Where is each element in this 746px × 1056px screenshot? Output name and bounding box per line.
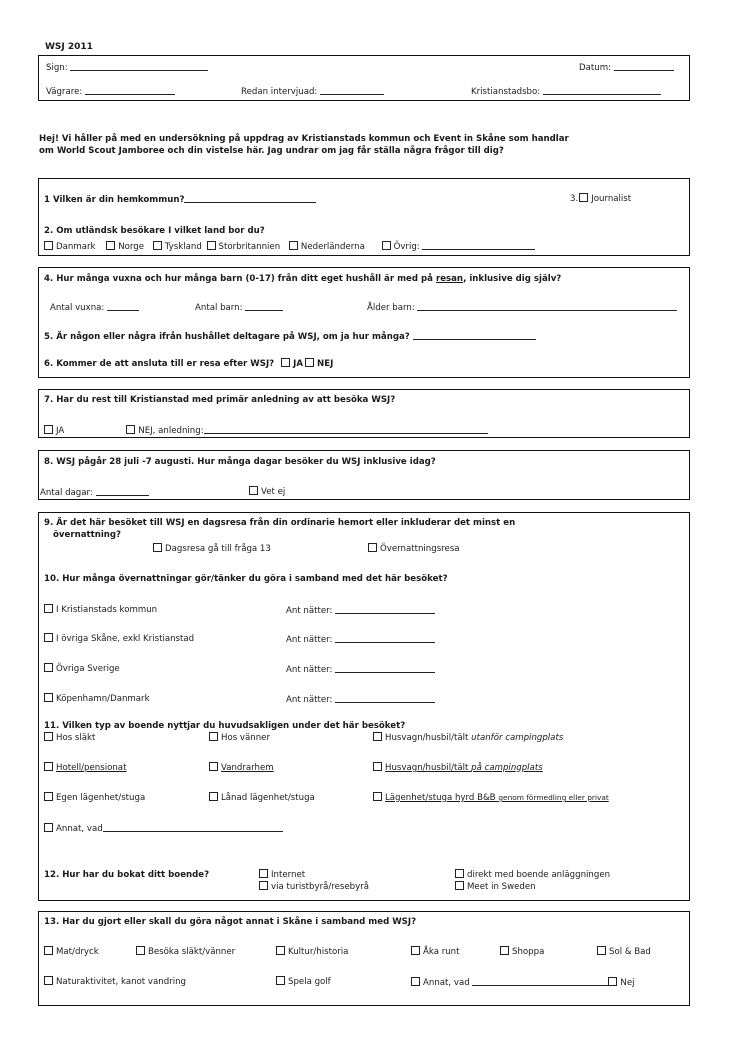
redan-intervjuad-field[interactable]: Redan intervjuad:: [241, 85, 384, 97]
checkbox[interactable]: [608, 977, 617, 986]
q9-question-line2: övernattning?: [53, 530, 122, 540]
checkbox[interactable]: [259, 881, 268, 890]
q12-direkt[interactable]: direkt med boende anläggningen: [455, 869, 610, 880]
q10-row-kristianstad[interactable]: I Kristianstads kommun: [44, 604, 157, 615]
q11-question: 11. Vilken typ av boende nyttjar du huvudsakligen under det här besöket?: [44, 721, 406, 731]
checkbox[interactable]: [289, 241, 298, 250]
checkbox[interactable]: [579, 193, 588, 202]
checkbox[interactable]: [44, 693, 53, 702]
q12-turistbyra[interactable]: via turistbyrå/resebyrå: [259, 881, 369, 892]
checkbox[interactable]: [44, 762, 53, 771]
q6-question[interactable]: 6. Kommer de att ansluta till er resa efter WSJ? JA NEJ: [44, 359, 334, 369]
sign-field[interactable]: Sign:: [46, 61, 208, 73]
q11-annat[interactable]: Annat, vad: [44, 822, 283, 834]
checkbox[interactable]: [207, 241, 216, 250]
q9-overnattningsresa[interactable]: Övernattningsresa: [368, 543, 460, 554]
q1-question[interactable]: 1 Vilken är din hemkommun?: [44, 193, 316, 205]
checkbox[interactable]: [411, 977, 420, 986]
q11-lanad[interactable]: Lånad lägenhet/stuga: [209, 792, 315, 803]
q13-natur[interactable]: Naturaktivitet, kanot vandring: [44, 976, 186, 987]
q13-sol-bad[interactable]: Sol & Bad: [597, 946, 651, 957]
nights-field[interactable]: Ant nätter:: [286, 693, 435, 705]
checkbox[interactable]: [44, 732, 53, 741]
kristianstadsbo-field[interactable]: Kristianstadsbo:: [471, 85, 661, 97]
form-title: WSJ 2011: [45, 42, 93, 52]
q8-vet-ej[interactable]: Vet ej: [249, 486, 285, 497]
q11-husvagn-utanfor[interactable]: Husvagn/husbil/tält utanför campingplats: [373, 732, 563, 743]
q13-annat[interactable]: Annat, vad Nej: [411, 976, 635, 988]
checkbox[interactable]: [500, 946, 509, 955]
checkbox[interactable]: [455, 881, 464, 890]
q3-journalist[interactable]: 3. Journalist: [570, 194, 632, 204]
q12-question: 12. Hur har du bokat ditt boende?: [44, 870, 210, 880]
q9-question-line1: 9. Är det här besöket till WSJ en dagsresa från din ordinarie hemort eller inkluderar det minst en: [44, 518, 516, 528]
vagrare-field[interactable]: Vägrare:: [46, 85, 175, 97]
nights-field[interactable]: Ant nätter:: [286, 633, 435, 645]
checkbox[interactable]: [153, 241, 162, 250]
section-q9-q12: [38, 512, 690, 901]
antal-barn-field[interactable]: Antal barn:: [195, 301, 283, 313]
checkbox[interactable]: [305, 358, 314, 367]
q12-internet[interactable]: Internet: [259, 869, 305, 880]
q7-question: 7. Har du rest till Kristianstad med primär anledning av att besöka WSJ?: [44, 395, 396, 405]
checkbox[interactable]: [276, 976, 285, 985]
checkbox[interactable]: [373, 762, 382, 771]
q7-options[interactable]: JA NEJ, anledning:: [44, 424, 488, 436]
checkbox[interactable]: [44, 604, 53, 613]
q5-question[interactable]: 5. Är någon eller några ifrån hushållet deltagare på WSJ, om ja hur många?: [44, 330, 536, 342]
checkbox[interactable]: [44, 823, 53, 832]
checkbox[interactable]: [44, 241, 53, 250]
q11-hos-slakt[interactable]: Hos släkt: [44, 732, 95, 743]
checkbox[interactable]: [44, 425, 53, 434]
q8-question: 8. WSJ pågår 28 juli -7 augusti. Hur många dagar besöker du WSJ inklusive idag?: [44, 457, 436, 467]
q13-golf[interactable]: Spela golf: [276, 976, 331, 987]
nights-field[interactable]: Ant nätter:: [286, 604, 435, 616]
checkbox[interactable]: [249, 486, 258, 495]
checkbox[interactable]: [368, 543, 377, 552]
q13-kultur[interactable]: Kultur/historia: [276, 946, 348, 957]
q2-options[interactable]: Danmark Norge Tyskland Storbritannien Nederländerna Övrig:: [44, 240, 535, 252]
antal-dagar-field[interactable]: Antal dagar:: [40, 486, 149, 498]
checkbox[interactable]: [44, 946, 53, 955]
q13-aka-runt[interactable]: Åka runt: [411, 946, 460, 957]
checkbox[interactable]: [136, 946, 145, 955]
q11-hos-vanner[interactable]: Hos vänner: [209, 732, 270, 743]
q11-hyrd[interactable]: Lägenhet/stuga hyrd B&B genom förmedling eller privat: [373, 792, 609, 803]
checkbox[interactable]: [44, 663, 53, 672]
checkbox[interactable]: [281, 358, 290, 367]
checkbox[interactable]: [373, 732, 382, 741]
checkbox[interactable]: [382, 241, 391, 250]
checkbox[interactable]: [106, 241, 115, 250]
nights-field[interactable]: Ant nätter:: [286, 663, 435, 675]
checkbox[interactable]: [373, 792, 382, 801]
checkbox[interactable]: [126, 425, 135, 434]
q11-husvagn-camping[interactable]: Husvagn/husbil/tält på campingplats: [373, 762, 543, 773]
checkbox[interactable]: [411, 946, 420, 955]
checkbox[interactable]: [597, 946, 606, 955]
antal-vuxna-field[interactable]: Antal vuxna:: [50, 301, 139, 313]
checkbox[interactable]: [455, 869, 464, 878]
checkbox[interactable]: [209, 732, 218, 741]
intro-line-1: Hej! Vi håller på med en undersökning på uppdrag av Kristianstads kommun och Event in Skåne som handlar: [39, 134, 569, 144]
checkbox[interactable]: [153, 543, 162, 552]
q10-row-skane[interactable]: I övriga Skåne, exkl Kristianstad: [44, 633, 194, 644]
q13-question: 13. Har du gjort eller skall du göra något annat i Skåne i samband med WSJ?: [44, 917, 417, 927]
intro-line-2: om World Scout Jamboree och din vistelse här. Jag undrar om jag får ställa några frågor till dig?: [39, 146, 504, 156]
q13-shoppa[interactable]: Shoppa: [500, 946, 544, 957]
checkbox[interactable]: [209, 762, 218, 771]
q11-egen[interactable]: Egen lägenhet/stuga: [44, 792, 145, 803]
q10-question: 10. Hur många övernattningar gör/tänker du göra i samband med det här besöket?: [44, 574, 448, 584]
q12-meet-in-sweden[interactable]: Meet in Sweden: [455, 881, 536, 892]
datum-field[interactable]: Datum:: [579, 61, 674, 73]
checkbox[interactable]: [276, 946, 285, 955]
q13-besoka[interactable]: Besöka släkt/vänner: [136, 946, 235, 957]
checkbox[interactable]: [44, 633, 53, 642]
q11-hotell[interactable]: Hotell/pensionat: [44, 762, 126, 773]
alder-barn-field[interactable]: Ålder barn:: [367, 301, 677, 313]
checkbox[interactable]: [44, 976, 53, 985]
q4-question: 4. Hur många vuxna och hur många barn (0-17) från ditt eget hushåll är med på resan, inklusive dig själv?: [44, 274, 562, 284]
q11-vandrarhem[interactable]: Vandrarhem: [209, 762, 274, 773]
q13-mat[interactable]: Mat/dryck: [44, 946, 99, 957]
q2-question: 2. Om utländsk besökare I vilket land bor du?: [44, 226, 265, 236]
checkbox[interactable]: [44, 792, 53, 801]
q10-row-sverige[interactable]: Övriga Sverige: [44, 663, 120, 674]
checkbox[interactable]: [259, 869, 268, 878]
q9-dagsresa[interactable]: Dagsresa gå till fråga 13: [153, 543, 271, 554]
checkbox[interactable]: [209, 792, 218, 801]
q10-row-kopenhamn[interactable]: Köpenhamn/Danmark: [44, 693, 150, 704]
